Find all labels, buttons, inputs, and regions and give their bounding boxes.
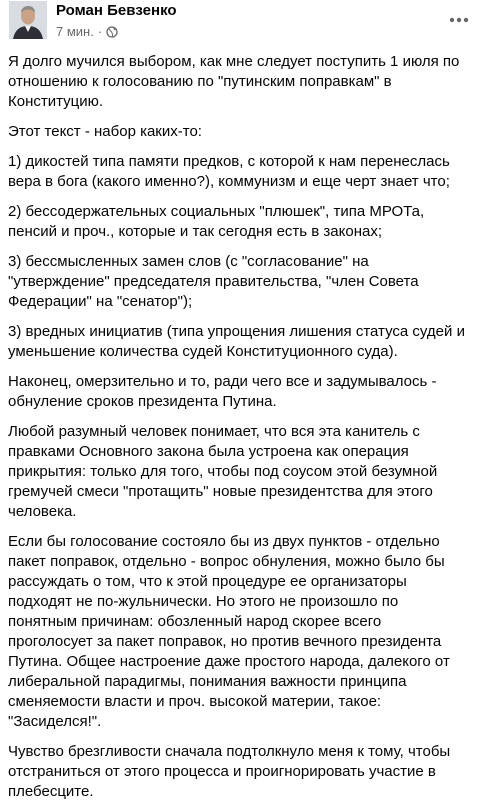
post-paragraph: Если бы голосование состояло бы из двух пунктов - отдельно пакет поправок, отдельно - вопрос обнуления, можно было бы рассуждать о том, что к этой процедуре ее организаторы подходят не по-жульнически. Но этого не произошло по понятным причинам: обозленный народ скорее всего проголосует за пакет поправок, но против вечного президента Путина. Общее настроение даже простого народа, далекого от либеральной парадигмы, понимания важности принципа сменяемости власти и проч. высокой материи, такое: "Засиделся!". [8,533,450,730]
post-options-button[interactable] [447,8,471,32]
post-header [0,0,479,52]
post-paragraph: 1) дикостей типа памяти предков, с которой к нам перенеслась вера в бога (какого именно?), коммунизм и еще черт знает что; [8,153,450,190]
post-paragraph: Я долго мучился выбором, как мне следует поступить 1 июля по отношению к голосованию по "путинским поправкам" в Конституцию. [8,53,460,110]
post-body [8,52,469,812]
author-name-link[interactable]: Роман Бевзенко [56,2,177,19]
author-avatar[interactable] [9,1,47,39]
post-paragraph: Любой разумный человек понимает, что вся эта канитель с правками Основного закона была устроена как операция прикрытия: только для того, чтобы под соусом этой безумной гремучей смеси "протащить" новые президентства для этого человека. [8,423,438,520]
post-paragraph: Этот текст - набор каких-то: [8,123,202,140]
post-paragraph: 3) бессмысленных замен слов (с "согласование" на "утверждение" председателя правительства, "член Совета Федерации" на "сенатор"); [8,253,419,310]
post-meta [56,24,118,39]
post-paragraph: Чувство брезгливости сначала подтолкнуло меня к тому, чтобы отстраниться от этого процесса и проигнорировать участие в плебесците. [8,743,451,800]
avatar-portrait-icon [9,1,47,39]
meta-separator: · [97,24,103,39]
post-timestamp-link[interactable]: 7 мин. [56,24,94,39]
post-paragraph: 3) вредных инициатив (типа упрощения лишения статуса судей и уменьшение количества судей Конституционного суда). [8,323,465,360]
more-horizontal-icon [449,17,469,23]
post-paragraph: 2) бессодержательных социальных "плюшек", типа МРОТа, пенсий и проч., которые и так сегодня есть в законах; [8,203,425,240]
globe-icon[interactable] [106,26,118,38]
post-paragraph: Наконец, омерзительно и то, ради чего все и задумывалось - обнуление сроков президента Путина. [8,373,437,410]
